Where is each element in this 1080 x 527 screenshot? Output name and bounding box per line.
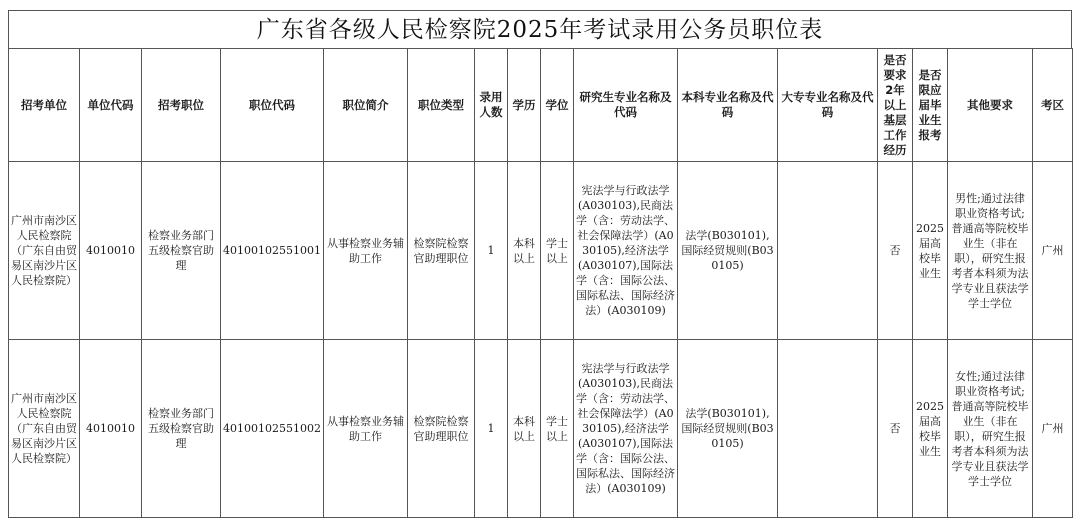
table-row: [9, 162, 1073, 340]
cell-unit-code: 4010010: [80, 340, 142, 518]
recruitment-table-page: [8, 10, 1072, 518]
cell-position: 检察业务部门五级检察官助理: [142, 162, 221, 340]
cell-position: 检察业务部门五级检察官助理: [142, 340, 221, 518]
header-unit-code: 单位代码: [80, 49, 142, 162]
cell-fresh-grad: 2025届高校毕业生: [913, 340, 948, 518]
cell-grassroots: 否: [878, 340, 913, 518]
cell-count: 1: [475, 340, 508, 518]
cell-unit-code: 4010010: [80, 162, 142, 340]
header-count: 录用人数: [475, 49, 508, 162]
position-table: [8, 48, 1073, 518]
header-fresh-grad: 是否限应届毕业生报考: [913, 49, 948, 162]
cell-grassroots: 否: [878, 162, 913, 340]
cell-fresh-grad: 2025届高校毕业生: [913, 162, 948, 340]
cell-graduate-major: 宪法学与行政法学(A030103),民商法学（含：劳动法学、社会保障法学）(A030105),经济法学(A030107),国际法学（含：国际公法、国际私法、国际经济法）(A030109): [574, 340, 678, 518]
cell-exam-area: 广州: [1033, 162, 1073, 340]
header-intro: 职位简介: [324, 49, 408, 162]
header-position: 招考职位: [142, 49, 221, 162]
cell-unit: 广州市南沙区人民检察院（广东自由贸易区南沙片区人民检察院）: [9, 340, 80, 518]
cell-degree: 学士以上: [541, 340, 574, 518]
cell-type: 检察院检察官助理职位: [408, 340, 475, 518]
cell-type: 检察院检察官助理职位: [408, 162, 475, 340]
cell-position-code: 40100102551002: [221, 340, 324, 518]
cell-other: 女性;通过法律职业资格考试;普通高等院校毕业生（非在职），研究生报考者本科须为法学专业且获法学学士学位: [948, 340, 1033, 518]
cell-count: 1: [475, 162, 508, 340]
header-college-major: 大专专业名称及代码: [778, 49, 878, 162]
header-exam-area: 考区: [1033, 49, 1073, 162]
table-row: [9, 340, 1073, 518]
header-education: 学历: [508, 49, 541, 162]
cell-graduate-major: 宪法学与行政法学(A030103),民商法学（含：劳动法学、社会保障法学）(A030105),经济法学(A030107),国际法学（含：国际公法、国际私法、国际经济法）(A030109): [574, 162, 678, 340]
header-undergrad-major: 本科专业名称及代码: [678, 49, 778, 162]
cell-education: 本科以上: [508, 340, 541, 518]
header-degree: 学位: [541, 49, 574, 162]
header-type: 职位类型: [408, 49, 475, 162]
cell-exam-area: 广州: [1033, 340, 1073, 518]
cell-college-major: [778, 340, 878, 518]
header-other: 其他要求: [948, 49, 1033, 162]
cell-education: 本科以上: [508, 162, 541, 340]
cell-intro: 从事检察业务辅助工作: [324, 162, 408, 340]
header-graduate-major: 研究生专业名称及代码: [574, 49, 678, 162]
cell-college-major: [778, 162, 878, 340]
header-unit: 招考单位: [9, 49, 80, 162]
table-header-row: [9, 49, 1073, 162]
header-position-code: 职位代码: [221, 49, 324, 162]
cell-position-code: 40100102551001: [221, 162, 324, 340]
cell-undergrad-major: 法学(B030101),国际经贸规则(B030105): [678, 340, 778, 518]
cell-other: 男性;通过法律职业资格考试;普通高等院校毕业生（非在职），研究生报考者本科须为法学专业且获法学学士学位: [948, 162, 1033, 340]
cell-undergrad-major: 法学(B030101),国际经贸规则(B030105): [678, 162, 778, 340]
cell-unit: 广州市南沙区人民检察院（广东自由贸易区南沙片区人民检察院）: [9, 162, 80, 340]
cell-intro: 从事检察业务辅助工作: [324, 340, 408, 518]
header-grassroots: 是否要求2年以上基层工作经历: [878, 49, 913, 162]
cell-degree: 学士以上: [541, 162, 574, 340]
page-title: 广东省各级人民检察院2025年考试录用公务员职位表: [8, 10, 1072, 48]
